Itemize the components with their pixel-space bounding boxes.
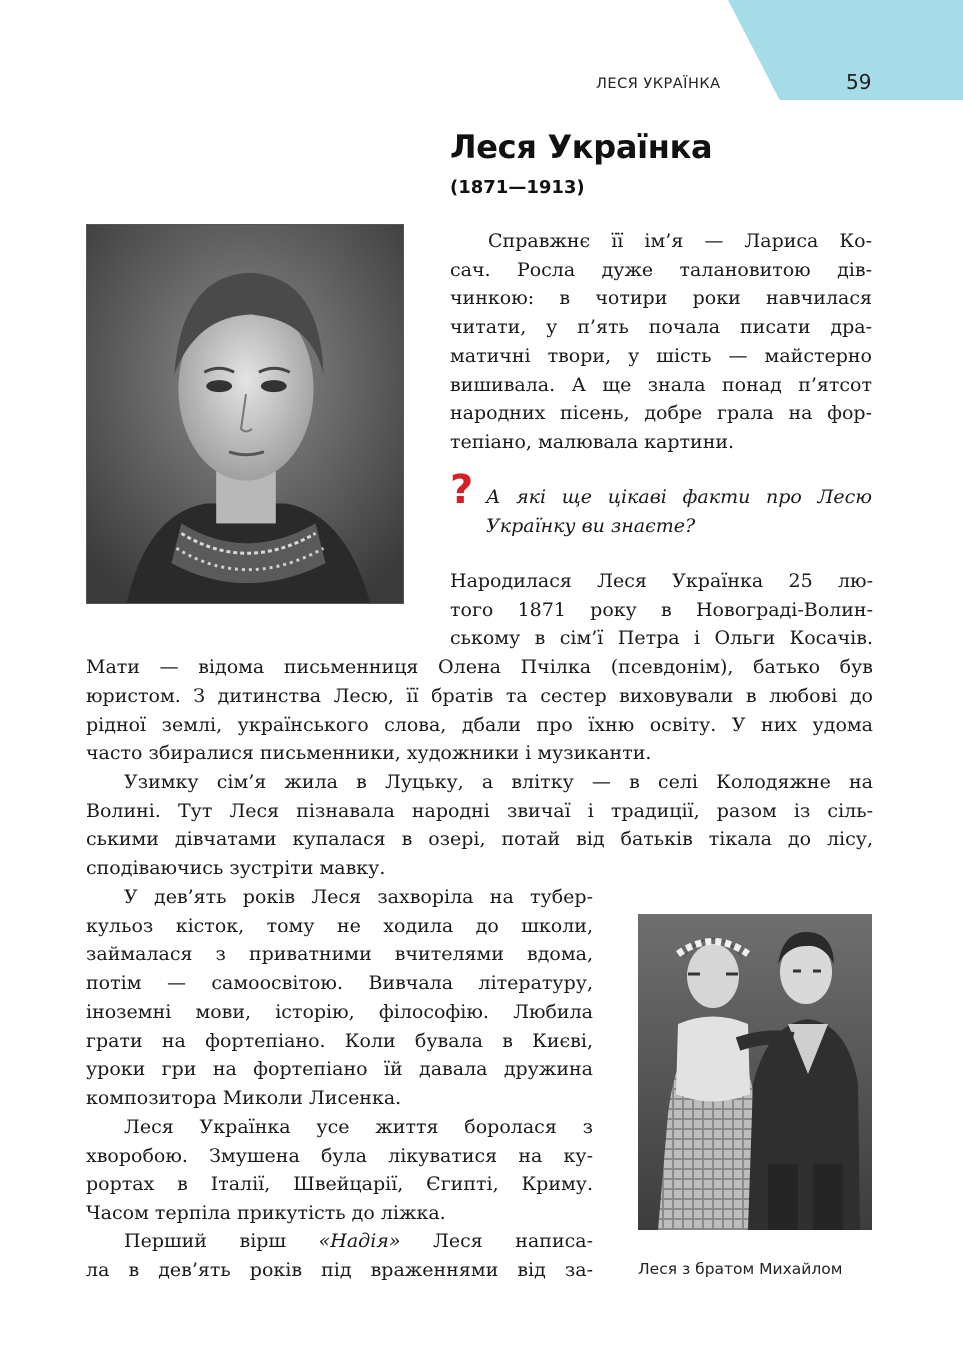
text-line: народних пісень, добре грала на фор- <box>450 402 872 425</box>
text-line: читати, у п’ять почала писати дра- <box>450 316 872 339</box>
question-line: А які ще цікаві факти про Лесю <box>486 486 872 508</box>
text-line: Мати — відома письменниця Олена Пчілка (псевдонім), батько був <box>86 656 873 679</box>
first-poem-paragraph <box>86 1227 593 1284</box>
birth-paragraph <box>86 567 873 768</box>
portrait-photo-icon <box>86 224 404 604</box>
text-line: матичні твори, у шість — майстерно <box>450 344 872 367</box>
text-line: уроки гри на фортепіано їй давала дружина <box>86 1058 593 1081</box>
text-line: Справжнє її ім’я — Лариса Ко- <box>488 230 872 252</box>
text-line: ському в сім’ї Петра і Ольги Косачів. <box>450 627 873 650</box>
article-title: Леся Українка <box>450 128 713 166</box>
text-line: композитора Миколи Лисенка. <box>86 1086 402 1109</box>
text-line: тепіано, малювала картини. <box>450 430 735 453</box>
running-head: ЛЕСЯ УКРАЇНКА <box>596 76 721 92</box>
text-line: іноземні мови, історію, філософію. Любила <box>86 1000 593 1023</box>
text-line: рідної землі, українського слова, дбали про їхню освіту. У них удома <box>86 713 873 736</box>
text-line: Волині. Тут Леся пізнавала народні звичаї і традиції, разом із сіль- <box>86 799 873 822</box>
childhood-paragraph <box>86 768 873 883</box>
text-line: Узимку сім’я жила в Луцьку, а влітку — в селі Колодяжне на <box>124 771 873 793</box>
life-years: (1871—1913) <box>450 177 585 198</box>
text-line: ла в дев’ять років під враженнями від за- <box>86 1258 593 1281</box>
text-line: хворобою. Змушена була лікуватися на ку- <box>86 1144 593 1167</box>
text-line: часто збиралися письменники, художники і музиканти. <box>86 742 652 765</box>
text-line: рортах в Італії, Швейцарії, Єгипті, Криму. <box>86 1173 593 1196</box>
text-line: сподіваючись зустріти мавку. <box>86 857 386 880</box>
text-line: потім — самоосвітою. Вивчала літературу, <box>86 972 593 995</box>
question-prompt <box>486 483 872 540</box>
siblings-photo-icon <box>638 914 872 1230</box>
text-line: юристом. З дитинства Лесю, її братів та сестер виховували в любові до <box>86 684 873 707</box>
text-line: сач. Росла дуже талановитою дів- <box>450 258 872 281</box>
text-line: того 1871 року в Новограді-Волин- <box>450 598 873 621</box>
text-fragment: Леся написа- <box>400 1230 593 1252</box>
intro-paragraph <box>450 227 872 457</box>
page-number: 59 <box>846 70 872 94</box>
text-line: кульоз кісток, тому не ходила до школи, <box>86 914 593 937</box>
text-line: чинкою: в чотири роки навчилася <box>450 287 872 310</box>
text-line: вишивала. А ще знала понад п’ятсот <box>450 373 872 396</box>
text-line: ськими дівчатами купалася в озері, потай від батьків тікала до лісу, <box>86 828 873 851</box>
poem-title: «Надія» <box>318 1230 401 1252</box>
text-fragment: Перший вірш <box>124 1230 319 1252</box>
text-line: Леся Українка усе життя боролася з <box>124 1116 593 1138</box>
text-line: Народилася Леся Українка 25 лю- <box>450 570 873 592</box>
text-line: займалася з приватними вчителями вдома, <box>86 943 593 966</box>
text-line: У дев’ять років Леся захворіла на тубер- <box>124 886 593 908</box>
text-line: Часом терпіла прикутість до ліжка. <box>86 1202 446 1225</box>
text-line <box>86 1227 593 1256</box>
illness-paragraph <box>86 883 593 1113</box>
text-line: грати на фортепіано. Коли бувала в Києві, <box>86 1029 593 1052</box>
question-line: Українку ви знаєте? <box>486 514 696 537</box>
photo-caption: Леся з братом Михайлом <box>638 1260 843 1278</box>
red-question-mark-icon: ? <box>450 467 474 513</box>
resorts-paragraph <box>86 1113 593 1228</box>
